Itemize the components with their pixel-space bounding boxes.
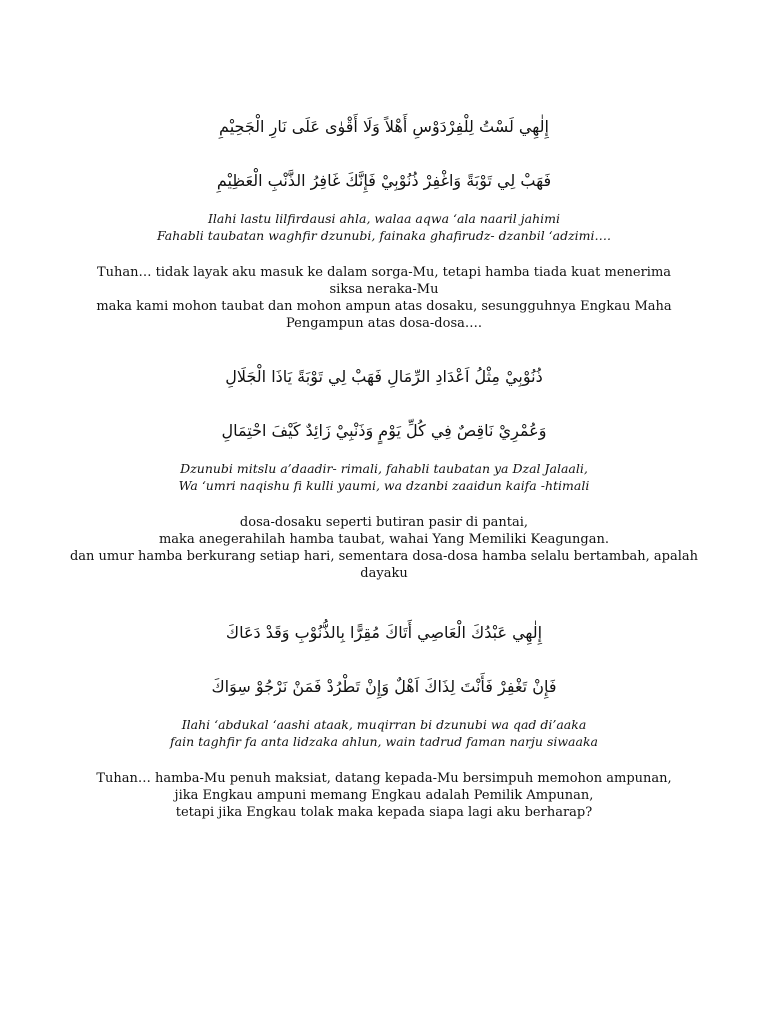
stanza-3 bbox=[0, 606, 768, 821]
transliteration-line: Ilahi lastu lilfirdausi ahla, walaa aqwa ‘ala naaril jahimi bbox=[207, 211, 560, 226]
arabic-line: إِلٰهِي لَسْتُ لِلْفِرْدَوْسِ أَهْلاً وَلَا أَقْوٰى عَلَى نَارِ الْجَحِيْمِ bbox=[219, 117, 549, 136]
translation-line: Tuhan… hamba-Mu penuh maksiat, datang kepada-Mu bersimpuh memohon ampunan, bbox=[96, 771, 672, 786]
translation-line: maka kami mohon taubat dan mohon ampun atas dosaku, sesungguhnya Engkau Maha Pengampun atas dosa-dosa…. bbox=[96, 299, 672, 331]
translation-line: jika Engkau ampuni memang Engkau adalah Pemilik Ampunan, bbox=[174, 788, 594, 803]
arabic-line: فَهَبْ لِي تَوْبَةً وَاغْفِرْ ذُنُوْبِيْ فَإِنَّكَ غَافِرُ الذَّنْبِ الْعَظِيْمِ bbox=[216, 171, 552, 190]
arabic-line: إِلٰهِي عَبْدُكَ الْعَاصِي أَتَاكَ مُقِرًّا بِالذُّنُوْبِ وَقَدْ دَعَاكَ bbox=[225, 623, 543, 642]
transliteration-line: Fahabli taubatan waghfir dzunubi, fainaka ghafirudz- dzanbil ‘adzimi…. bbox=[156, 228, 612, 243]
translation-line: dan umur hamba berkurang setiap hari, sementara dosa-dosa hamba selalu bertambah, apalah dayaku bbox=[69, 549, 699, 581]
stanza-1 bbox=[0, 100, 768, 332]
arabic-line: وَعُمْرِيْ نَاقِصٌ فِي كُلِّ يَوْمٍ وَذَنْبِيْ زَائِدٌ كَيْفَ احْتِمَالِ bbox=[221, 421, 547, 440]
translation-line: maka anegerahilah hamba taubat, wahai Yang Memiliki Keagungan. bbox=[158, 532, 609, 547]
translation-paragraph bbox=[89, 770, 679, 821]
translation-line: dosa-dosaku seperti butiran pasir di pantai, bbox=[239, 515, 529, 530]
translation-line: Tuhan… tidak layak aku masuk ke dalam sorga-Mu, tetapi hamba tiada kuat menerima siksa neraka-Mu bbox=[96, 265, 672, 297]
arabic-line: فَإِنْ تَغْفِرْ فَأَنْتَ لِذَاكَ اَهْلٌ وَإِنْ تَطْرُدْ فَمَنْ نَرْجُوْ سِوَاكَ bbox=[211, 677, 557, 696]
arabic-line: ذُنُوْبِيْ مِثْلُ اَعْدَادِ الرِّمَالِ فَهَبْ لِي تَوْبَةً يَاذَا الْجَلَالِ bbox=[225, 367, 543, 386]
transliteration-line: Wa ‘umri naqishu fi kulli yaumi, wa dzanbi zaaidun kaifa -htimali bbox=[178, 478, 590, 493]
transliteration-line: Dzunubi mitslu a’daadir- rimali, fahabli taubatan ya Dzal Jalaali, bbox=[180, 461, 588, 476]
translation-line: tetapi jika Engkau tolak maka kepada siapa lagi aku berharap? bbox=[175, 805, 593, 820]
transliteration-line: fain taghfir fa anta lidzaka ahlun, wain tadrud faman narju siwaaka bbox=[170, 734, 598, 749]
translation-paragraph bbox=[64, 514, 704, 582]
stanza-2 bbox=[0, 350, 768, 582]
translation-paragraph bbox=[89, 264, 679, 332]
transliteration-line: Ilahi ‘abdukal ‘aashi ataak, muqirran bi dzunubi wa qad di’aaka bbox=[181, 717, 587, 732]
